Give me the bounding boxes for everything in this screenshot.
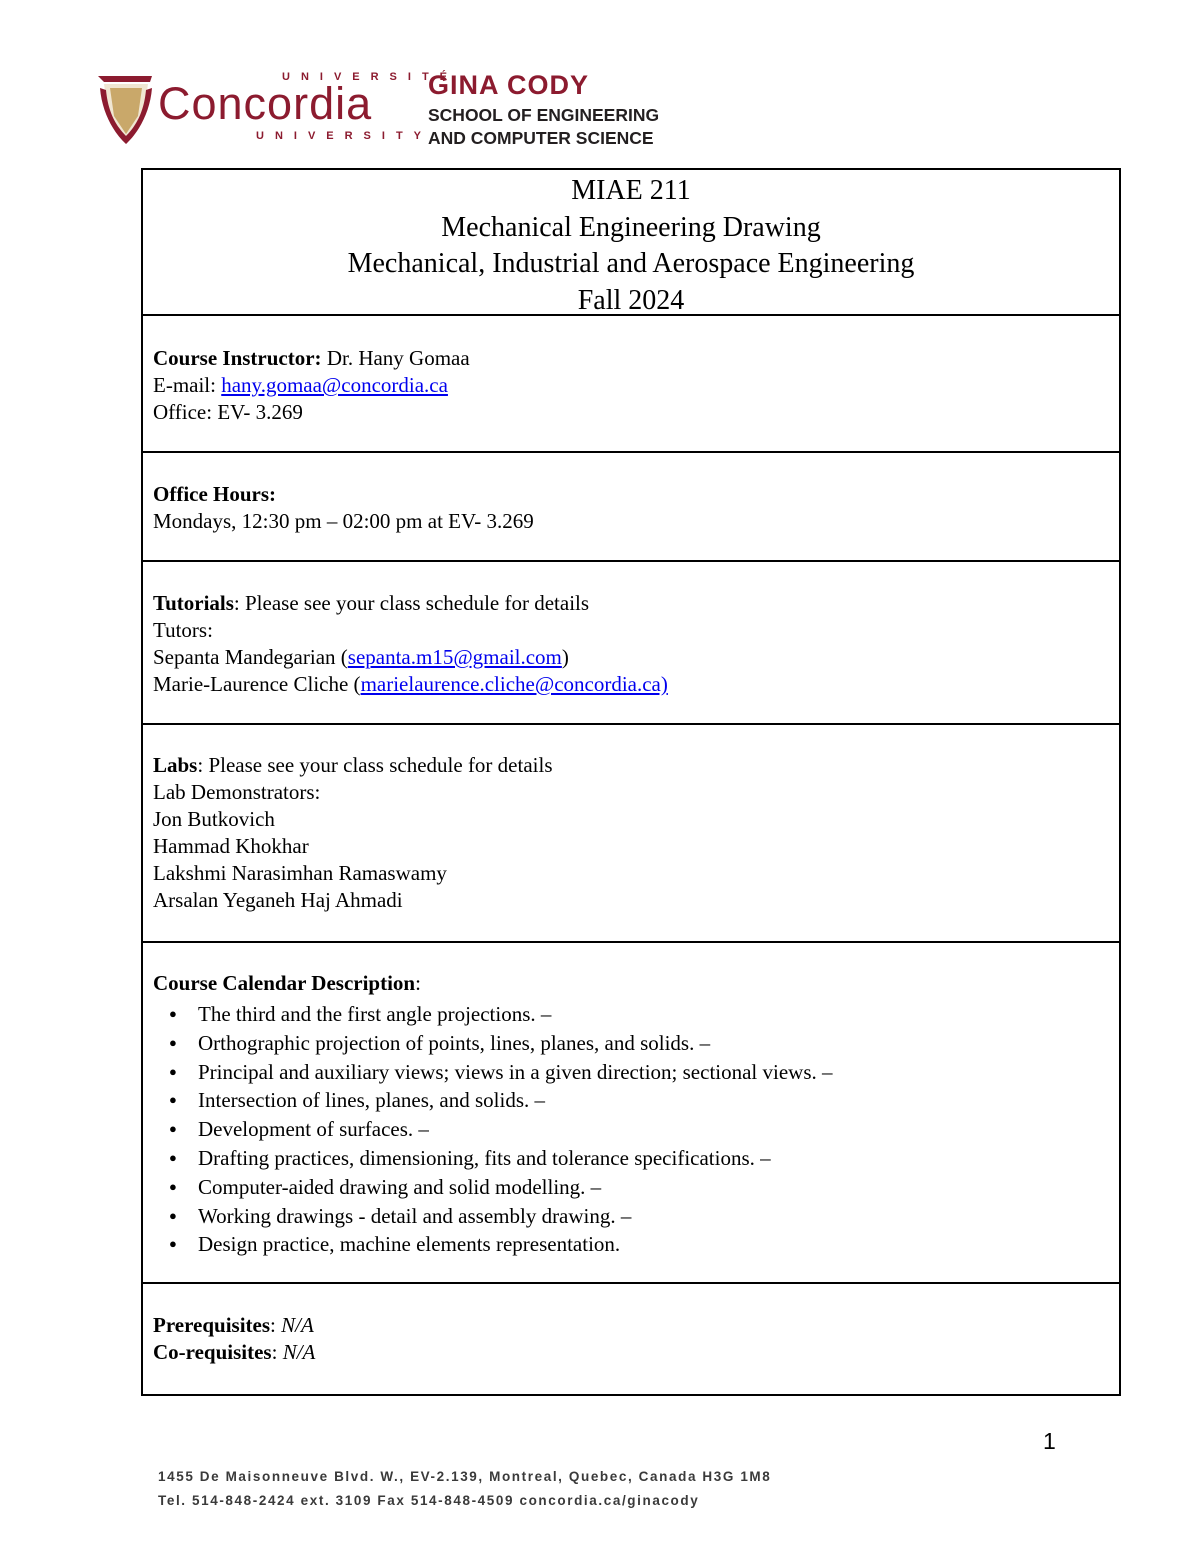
school-line-2: AND COMPUTER SCIENCE	[428, 128, 654, 148]
corequisites-value: N/A	[282, 1340, 316, 1364]
tutorials-text: : Please see your class schedule for details	[233, 591, 590, 615]
course-code: MIAE 211	[571, 175, 691, 206]
lab-demonstrator-item: Jon Butkovich	[153, 807, 275, 831]
university-name: Concordia	[158, 78, 373, 129]
footer-address: 1455 De Maisonneuve Blvd. W., EV-2.139, Montreal, Quebec, Canada H3G 1M8	[158, 1469, 772, 1484]
header-logos	[96, 64, 796, 154]
email-label: E-mail:	[153, 373, 222, 397]
list-item: ● Orthographic projection of points, lines, planes, and solids. –	[198, 1029, 1109, 1058]
syllabus-table	[141, 168, 1121, 1396]
instructor-label: Course Instructor:	[153, 346, 322, 370]
course-term: Fall 2024	[577, 284, 685, 316]
calendar-heading	[153, 970, 1109, 997]
lab-demonstrators-label: Lab Demonstrators:	[153, 780, 321, 804]
tutor-item	[153, 644, 1109, 671]
prerequisites-sep: :	[270, 1313, 282, 1337]
lab-demonstrator-item: Hammad Khokhar	[153, 834, 309, 858]
course-name: Mechanical Engineering Drawing	[441, 211, 821, 243]
corequisites-sep: :	[271, 1340, 283, 1364]
tutorials-cell	[143, 562, 1119, 725]
list-item: ● The third and the first angle projections. –	[198, 1000, 1109, 1029]
calendar-description-cell	[143, 943, 1119, 1284]
university-top-label: UNIVERSITÉ	[282, 71, 459, 83]
list-item: ● Intersection of lines, planes, and solids. –	[198, 1086, 1109, 1115]
instructor-email-link[interactable]: hany.gomaa@concordia.ca	[221, 373, 448, 397]
list-item: ● Working drawings - detail and assembly drawing. –	[198, 1202, 1109, 1231]
lab-demonstrator-item: Lakshmi Narasimhan Ramaswamy	[153, 861, 447, 885]
office-hours-label: Office Hours:	[153, 482, 277, 506]
tutor-email-link[interactable]: marielaurence.cliche@concordia.ca)	[360, 672, 668, 696]
footer-phone-fax-web: Tel. 514-848-2424 ext. 3109 Fax 514-848-4509 concordia.ca/ginacody	[158, 1493, 700, 1508]
tutor-close-paren: )	[561, 645, 569, 669]
tutorials-line	[153, 590, 1109, 617]
requisites-cell	[143, 1284, 1119, 1394]
list-item: ● Drafting practices, dimensioning, fits and tolerance specifications. –	[198, 1144, 1109, 1173]
prerequisites-line	[153, 1312, 1109, 1339]
page-number: 1	[1043, 1428, 1056, 1454]
calendar-colon: :	[415, 971, 421, 995]
labs-cell	[143, 725, 1119, 943]
corequisites-label: Co-requisites	[153, 1340, 272, 1364]
university-bottom-label: UNIVERSITY	[256, 130, 433, 142]
list-item: ● Computer-aided drawing and solid modelling. –	[198, 1173, 1109, 1202]
list-item: ● Design practice, machine elements representation.	[198, 1230, 1109, 1259]
instructor-line	[153, 345, 1109, 372]
department-name: Mechanical, Industrial and Aerospace Engineering	[347, 248, 915, 279]
tutors-label: Tutors:	[153, 618, 213, 642]
concordia-logo-icon	[96, 68, 154, 148]
list-item: ● Development of surfaces. –	[198, 1115, 1109, 1144]
office-hours-text: Mondays, 12:30 pm – 02:00 pm at EV- 3.269	[153, 509, 534, 533]
labs-label: Labs	[153, 753, 198, 777]
footer-contact	[158, 1465, 771, 1513]
tutorials-label: Tutorials	[153, 591, 234, 615]
course-title-cell	[143, 170, 1119, 316]
tutor-name: Sepanta Mandegarian (	[153, 645, 348, 669]
list-item: ● Principal and auxiliary views; views in a given direction; sectional views. –	[198, 1058, 1109, 1087]
prerequisites-value: N/A	[281, 1313, 314, 1337]
calendar-topics-list	[153, 1000, 1109, 1259]
office-hours-cell	[143, 453, 1119, 562]
tutor-item	[153, 671, 1109, 698]
school-line-1: SCHOOL OF ENGINEERING	[428, 105, 660, 125]
school-subtitle	[428, 104, 659, 150]
lab-demonstrator-item: Arsalan Yeganeh Haj Ahmadi	[153, 888, 403, 912]
instructor-office: Office: EV- 3.269	[153, 400, 303, 424]
labs-text: : Please see your class schedule for details	[197, 753, 553, 777]
labs-line	[153, 752, 1109, 779]
calendar-label: Course Calendar Description	[153, 971, 416, 995]
corequisites-line	[153, 1339, 1109, 1366]
instructor-name: Dr. Hany Gomaa	[321, 346, 470, 370]
school-name: GINA CODY	[428, 70, 590, 100]
instructor-email-line	[153, 372, 1109, 399]
prerequisites-label: Prerequisites	[153, 1313, 271, 1337]
tutor-name: Marie-Laurence Cliche (	[153, 672, 361, 696]
tutor-email-link[interactable]: sepanta.m15@gmail.com	[347, 645, 562, 669]
instructor-cell	[143, 316, 1119, 453]
